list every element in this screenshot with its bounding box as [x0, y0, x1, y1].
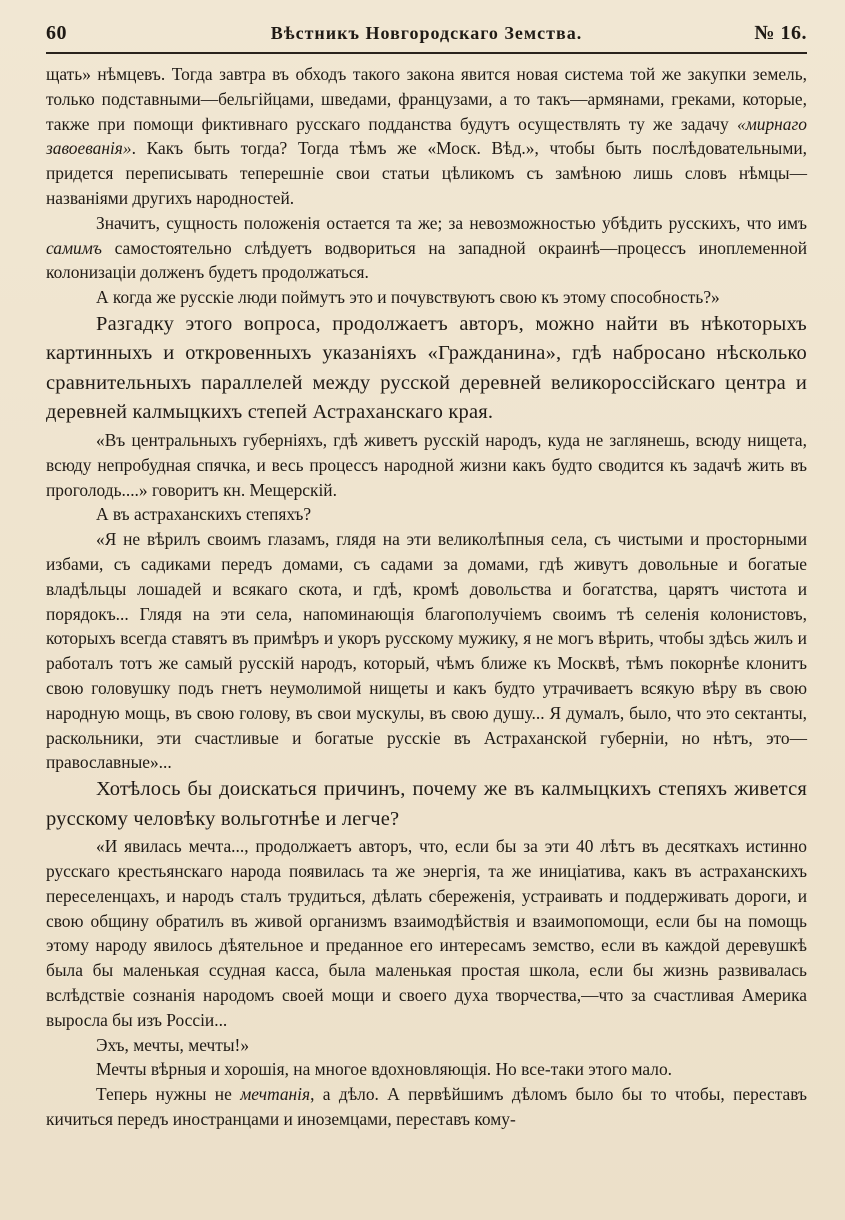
journal-title: Вѣстникъ Новгородскаго Земства.: [270, 23, 583, 43]
paragraph-3: А когда же русскіе люди поймутъ это и почувствуютъ свою къ этому способность?»: [96, 287, 720, 308]
paragraph-2: Значитъ, сущность положенія остается та же; за невозможностью убѣдить русскихъ, что имъ самимъ самостоятельно слѣдуетъ водвориться на западной окраинѣ—процессъ иноплеменной колонизаціи долженъ будетъ продолжаться.: [46, 212, 807, 283]
paragraph-10: Эхъ, мечты, мечты!»: [96, 1034, 250, 1055]
paragraph-11: Мечты вѣрныя и хорошія, на многое вдохновляющія. Но все-таки этого мало.: [96, 1059, 673, 1080]
article-body: [46, 62, 807, 1132]
running-header: [46, 18, 807, 54]
paragraph-7: «Я не вѣрилъ своимъ глазамъ, глядя на эти великолѣпныя села, съ чистыми и просторными избами, съ садиками передъ домами, съ садами за домами, гдѣ живутъ довольные и богатые владѣльцы лошадей и всякаго скота, и гдѣ, кромѣ довольства и богатства, царятъ чистота и порядокъ... Глядя на эти села, напоминающія благополучіемъ своимъ тѣ селенія колонистовъ, которыхъ всегда ставятъ въ примѣръ и укоръ русскому мужику, я не могъ вѣрить, чтобы здѣсь жилъ и работалъ тотъ же самый русскій народъ, который, чѣмъ ближе къ Москвѣ, тѣмъ покорнѣе клонитъ свою головушку подъ гнетъ неумолимой нищеты и какъ будто утрачиваетъ всякую вѣру въ свою народную мощь, въ свою голову, въ свои мускулы, въ свою душу... Я думалъ, было, что это сектанты, раскольники, эти счастливые и богатые русскіе въ Астраханской губерніи, но нѣтъ, это—православные»...: [46, 529, 807, 773]
paragraph-6: А въ астраханскихъ степяхъ?: [96, 504, 312, 525]
paragraph-12: Теперь нужны не мечтанія, а дѣло. А первѣйшимъ дѣломъ было бы то чтобы, переставъ кичиться передъ иностранцами и иноземцами, переставъ кому-: [46, 1084, 807, 1129]
page-number: 60: [46, 22, 67, 44]
paragraph-5: «Въ центральныхъ губерніяхъ, гдѣ живетъ русскій народъ, куда не заглянешь, всюду нищета, всюду непробудная спячка, и весь процессъ народной жизни какъ будто сводится къ задачѣ жить въ проголодь....» говоритъ кн. Мещерскій.: [46, 429, 807, 500]
issue-number: № 16.: [754, 22, 807, 44]
emphasis: самимъ: [46, 237, 102, 258]
paragraph-1: щать» нѣмцевъ. Тогда завтра въ обходъ такого закона явится новая система той же закупки земель, только подставными—бельгійцами, шведами, французами, а то такъ—армянами, греками, которые, также при помощи фиктивнаго русскаго подданства будутъ осуществлять ту же задачу «мирнаго завоеванія». Какъ быть тогда? Тогда тѣмъ же «Моск. Вѣд.», чтобы быть послѣдовательными, придется переписывать теперешніе свои статьи цѣликомъ съ замѣною лишь словъ нѣмцы—названіями другихъ народностей.: [46, 64, 807, 208]
paragraph-4: Разгадку этого вопроса, продолжаетъ авторъ, можно найти въ нѣкоторыхъ картинныхъ и откровенныхъ указаніяхъ «Гражданина», гдѣ набросано нѣсколько сравнительныхъ параллелей между русской деревней великороссійскаго центра и деревней калмыцкихъ степей Астраханскаго края.: [46, 312, 807, 424]
emphasis: мечтанія: [240, 1084, 311, 1105]
paragraph-8: Хотѣлось бы доискаться причинъ, почему же въ калмыцкихъ степяхъ живется русскому человѣку вольготнѣе и легче?: [46, 778, 807, 830]
paragraph-9: «И явилась мечта..., продолжаетъ авторъ, что, если бы за эти 40 лѣтъ въ десяткахъ истинно русскаго крестьянскаго народа появилась та же энергія, та же иниціатива, какъ въ астраханскихъ переселенцахъ, и народъ сталъ трудиться, дѣлать сбереженія, устраивать и поддерживать дороги, и свою общину обратилъ въ живой организмъ взаимодѣйствія и взаимопомощи, если бы на помощь этому народу явилось дѣятельное и преданное его интересамъ земство, если въ каждой деревушкѣ была бы маленькая ссудная касса, была маленькая простая школа, если бы жизнь развивалась вслѣдствіе сознанія народомъ своей мощи и своего духа творчества,—что за счастливая Америка выросла бы изъ Россіи...: [46, 836, 807, 1030]
emphasis: «мирнаго завоеванія»: [46, 113, 807, 159]
